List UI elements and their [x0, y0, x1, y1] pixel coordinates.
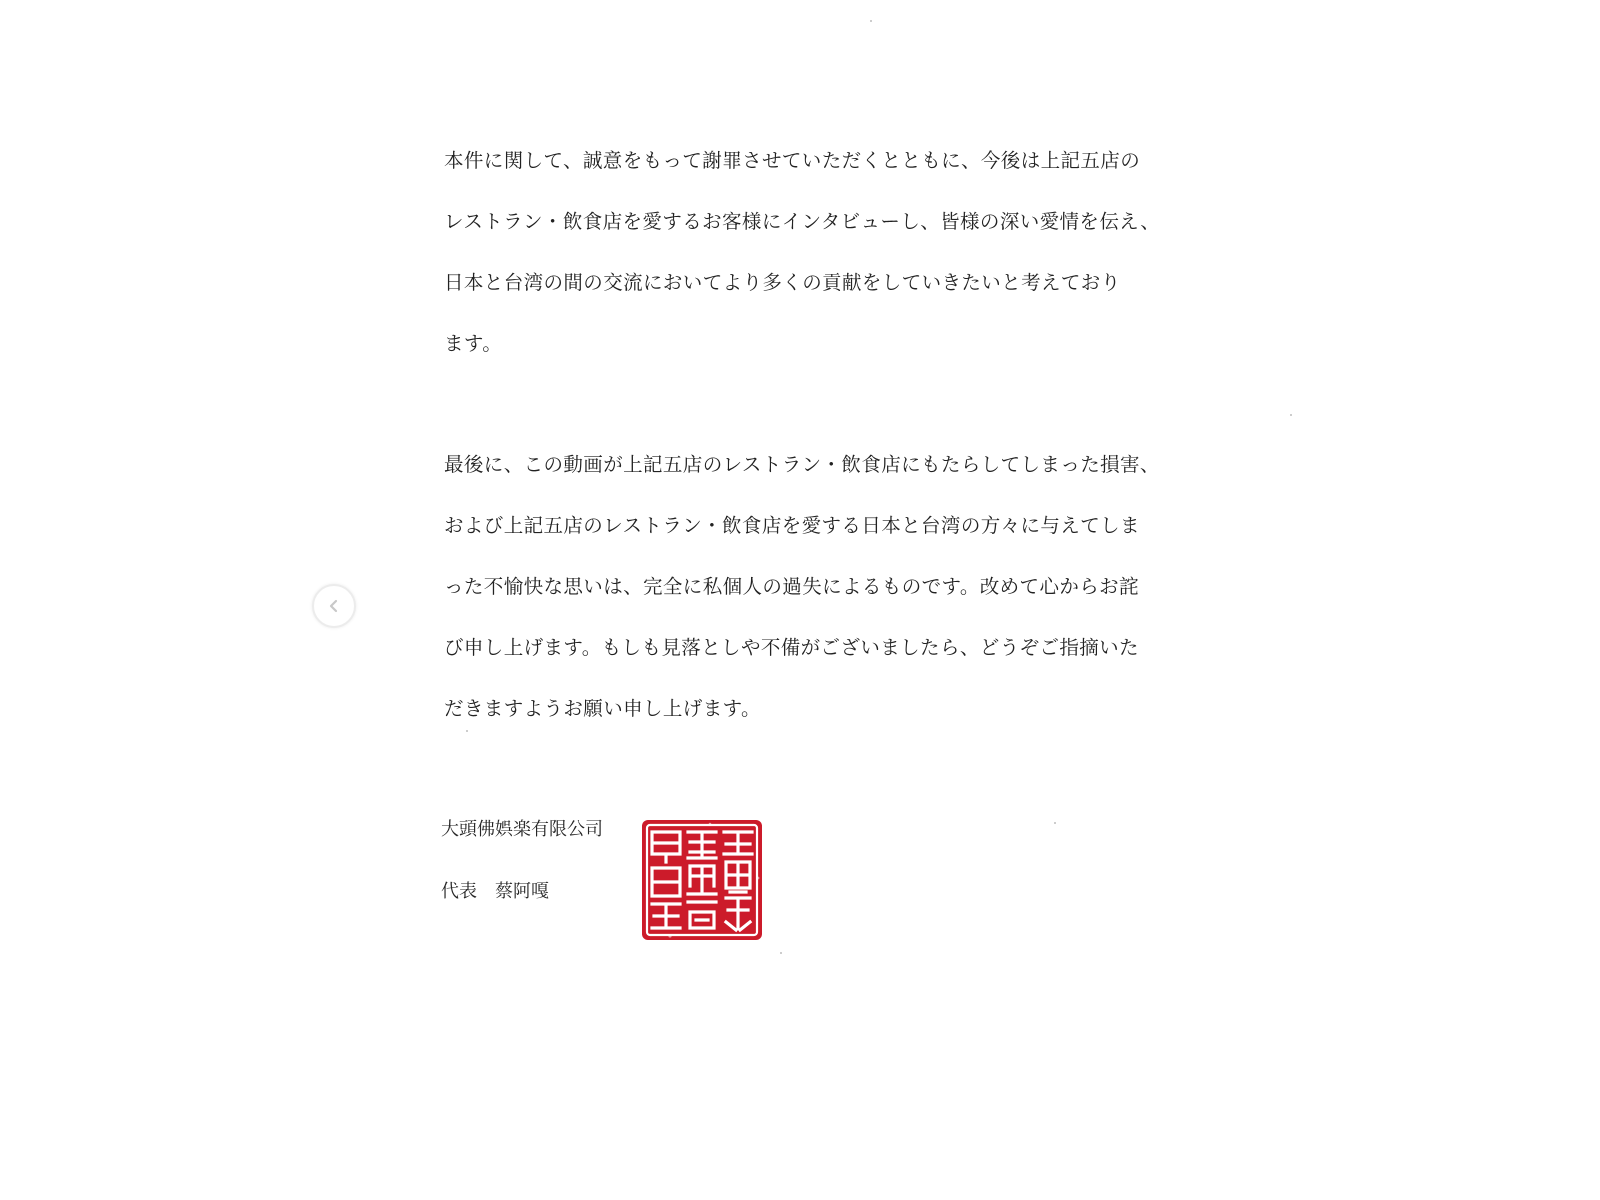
paragraph-apology: [444, 140, 1164, 384]
paragraph-closing: [444, 444, 1164, 749]
text-line: ます。: [444, 332, 503, 355]
text-line: 日本と台湾の間の交流においてより多くの貢献をしていきたいと考えており: [444, 271, 1121, 294]
company-name: 大頭佛娯楽有限公司: [441, 819, 603, 840]
text-line: 本件に関して、誠意をもって謝罪させていただくとともに、今後は上記五店の: [444, 149, 1141, 172]
text-line: った不愉快な思いは、完全に私個人の過失によるものです。改めて心からお詫: [444, 575, 1139, 598]
signature-block: [441, 818, 603, 942]
text-line: レストラン・飲食店を愛するお客様にインタビューし、皆様の深い愛情を伝え、: [444, 210, 1161, 233]
previous-slide-button[interactable]: [312, 584, 356, 628]
paper-speck: [1054, 822, 1056, 824]
company-seal-icon: [640, 818, 764, 942]
text-line: び申し上げます。もしも見落としや不備がございましたら、どうぞご指摘いた: [444, 636, 1139, 659]
paper-speck: [1290, 414, 1292, 416]
chevron-left-icon: [326, 598, 342, 614]
text-line: および上記五店のレストラン・飲食店を愛する日本と台湾の方々に与えてしま: [444, 514, 1140, 537]
paper-speck: [780, 952, 782, 954]
text-line: だきますようお願い申し上げます。: [444, 697, 761, 720]
letter-body: [444, 140, 1164, 749]
text-line: 最後に、この動画が上記五店のレストラン・飲食店にもたらしてしまった損害、: [444, 453, 1160, 476]
representative-name: 代表 蔡阿嘎: [441, 881, 549, 902]
paper-speck: [466, 730, 468, 732]
paper-speck: [870, 20, 872, 22]
